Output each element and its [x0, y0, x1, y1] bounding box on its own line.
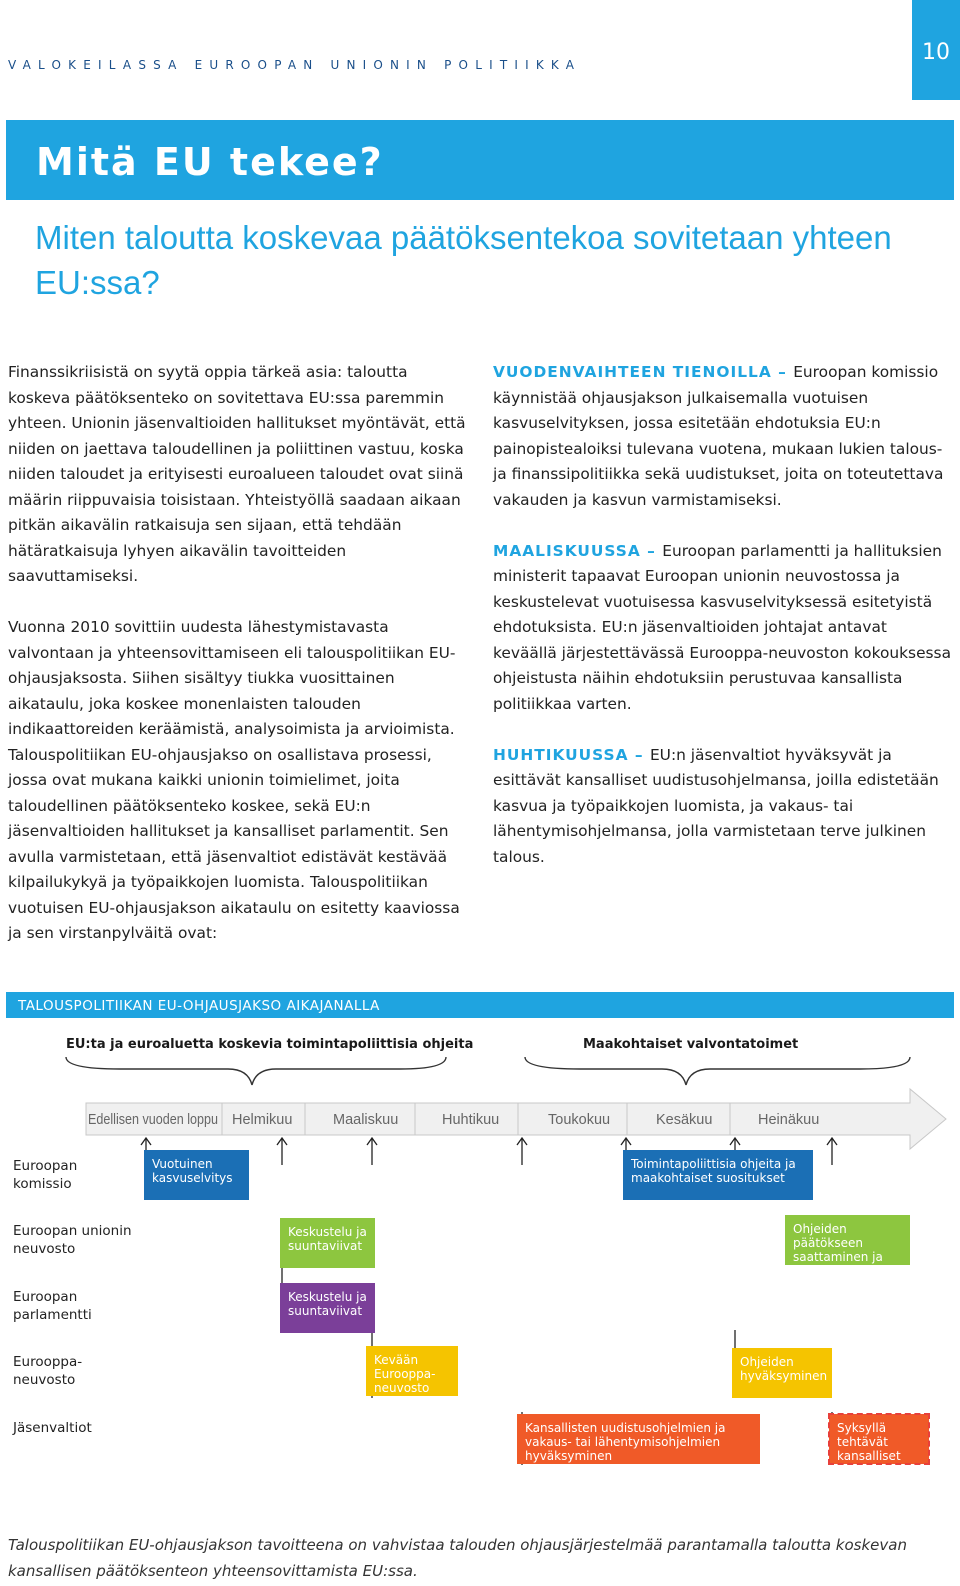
- box-autumn-decisions: Syksyllä tehtävät kansalliset päätökset: [829, 1414, 929, 1464]
- row-label-council: Euroopan unionin neuvosto: [13, 1223, 132, 1257]
- milestone-dash: –: [640, 541, 663, 560]
- paragraph-2: Vuonna 2010 sovittiin uudesta lähestymistavasta valvontaan ja yhteensovittamiseen eli talouspolitiikan EU-ohjausjaksosta. Siihen sisältyy tiukka vuosittainen aikataulu, joka koskee monenlaisten talouden indikaattoreiden keräämistä, analysoimista ja arvioimista. Talouspolitiikan EU-ohjausjakso on osallistava prosessi, jossa ovat mukana kaikki unionin toimielimet, joita taloudellinen päätöksenteko koskee, sekä EU:n jäsenvaltioiden hallitukset ja kansalliset parlamentit. Sen avulla varmistetaan, että jäsenvaltiot edistävät kestävää kilpailukykyä ja työpaikkojen luomista. Talouspolitiikan vuotuisen EU-ohjausjakson aikataulu on esitetty kaaviossa ja sen virstanpylväitä ovat:: [8, 618, 460, 942]
- milestone-2: [493, 539, 953, 718]
- page-number: 10: [912, 0, 960, 100]
- month-label: Edellisen vuoden loppu: [88, 1112, 218, 1128]
- box-parliament-debate: Keskustelu ja suuntaviivat: [280, 1283, 375, 1333]
- milestone-lead: HUHTIKUUSSA: [493, 745, 629, 764]
- milestone-lead: MAALISKUUSSA: [493, 541, 641, 560]
- brace-right: [525, 1057, 910, 1085]
- row-label-commission: Euroopan komissio: [13, 1158, 78, 1192]
- brace-left: [66, 1057, 446, 1085]
- footer-note: Talouspolitiikan EU-ohjausjakson tavoitteena on vahvistaa talouden ohjausjärjestelmää parantamalla taloutta koskevan kansallisen päätöksenteon yhteensovittamista EU:ssa.: [8, 1536, 907, 1580]
- row-label-parliament: Euroopan parlamentti: [13, 1289, 92, 1323]
- month-label: Kesäkuu: [656, 1112, 713, 1128]
- left-column: [8, 360, 468, 972]
- month-label: Toukokuu: [548, 1112, 611, 1128]
- box-council-endorsement: Ohjeiden päätökseen saattaminen ja hyväksyminen: [785, 1215, 910, 1265]
- box-annual-growth-survey: Vuotuinen kasvuselvitys: [144, 1150, 249, 1200]
- paragraph-1: Finanssikriisistä on syytä oppia tärkeä asia: taloutta koskeva päätöksenteko on sovitettava EU:ssa paremmin yhteen. Unionin jäsenvaltioiden hallitukset myöntävät, että niiden on jaettava taloudellinen ja poliittinen vastuu, koska niiden taloudet ja erityisesti euroalueen taloudet ovat siinä määrin riippuvaisia toisistaan. Yhteistyöllä saadaan aikaan pitkän aikavälin ratkaisuja sen sijaan, että tehdään hätäratkaisuja lyhyen aikavälin tavoitteiden saavuttamiseksi.: [8, 363, 466, 585]
- brace-left-label: EU:ta ja euroaluetta koskevia toimintapoliittisia ohjeita: [66, 1037, 474, 1052]
- milestone-lead: VUODENVAIHTEEN TIENOILLA: [493, 363, 772, 381]
- box-council-debate: Keskustelu ja suuntaviivat: [280, 1218, 375, 1268]
- milestone-text: Euroopan parlamentti ja hallituksien ministerit tapaavat Euroopan unionin neuvostossa ja keskustelevat vuotuisessa kasvuselvityksessä esitetyistä ehdotuksista. EU:n jäsenvaltioiden johtajat antavat keväällä järjestettävässä Eurooppa-neuvoston kokouksessa ohjeistusta näihin ehdotuksiin perustuvaa kansallista politiikkaa varten.: [493, 541, 952, 713]
- right-column: [493, 360, 953, 896]
- box-national-programmes: Kansallisten uudistusohjelmien ja vakaus- tai lähentymisohjelmien hyväksyminen: [517, 1414, 760, 1464]
- box-spring-council: Kevään Eurooppa-neuvosto: [366, 1346, 458, 1396]
- running-title: VALOKEILASSA EUROOPAN UNIONIN POLITIIKKA: [8, 58, 582, 72]
- milestone-1: [493, 360, 953, 513]
- month-label: Huhtikuu: [442, 1112, 500, 1128]
- row-label-member-states: Jäsenvaltiot: [13, 1420, 92, 1436]
- brace-right-label: Maakohtaiset valvontatoimet: [583, 1037, 799, 1052]
- row-label-european-council: Eurooppa-neuvosto: [13, 1354, 83, 1388]
- page-title: Mitä EU tekee?: [36, 140, 384, 184]
- month-label: Maaliskuu: [333, 1112, 399, 1128]
- month-label: Helmikuu: [232, 1112, 293, 1128]
- timeline-graphic: [0, 1055, 960, 1165]
- month-label: Heinäkuu: [758, 1112, 820, 1128]
- milestone-3: [493, 743, 953, 871]
- box-policy-guidance: Toimintapoliittisia ohjeita ja maakohtaiset suositukset: [623, 1150, 813, 1200]
- milestone-dash: –: [628, 745, 650, 764]
- title-band: [6, 120, 954, 200]
- milestone-text: EU:n jäsenvaltiot hyväksyvät ja esittävät kansalliset uudistusohjelmansa, joilla edistetään kasvua ja työpaikkojen luomista, ja vakaus- tai lähentymisohjelmansa, jolla varmistetaan terve julkinen talous.: [493, 745, 939, 866]
- milestone-dash: –: [771, 363, 794, 381]
- page-subtitle: Miten taloutta koskevaa päätöksentekoa sovitetaan yhteen EU:ssa?: [35, 219, 892, 301]
- diagram-title: TALOUSPOLITIIKAN EU-OHJAUSJAKSO AIKAJANALLA: [18, 998, 380, 1014]
- milestone-text: Euroopan komissio käynnistää ohjausjakson julkaisemalla vuotuisen kasvuselvityksen, jossa esitetään ehdotuksia EU:n painopistealoiksi tulevana vuotena, mukaan lukien talous- ja finanssipolitiikka sekä uudistukset, joita on toteutettava vakauden ja kasvun varmistamiseksi.: [493, 363, 944, 509]
- diagram-title-band: [6, 992, 954, 1018]
- box-guidance-approval: Ohjeiden hyväksyminen: [732, 1348, 832, 1398]
